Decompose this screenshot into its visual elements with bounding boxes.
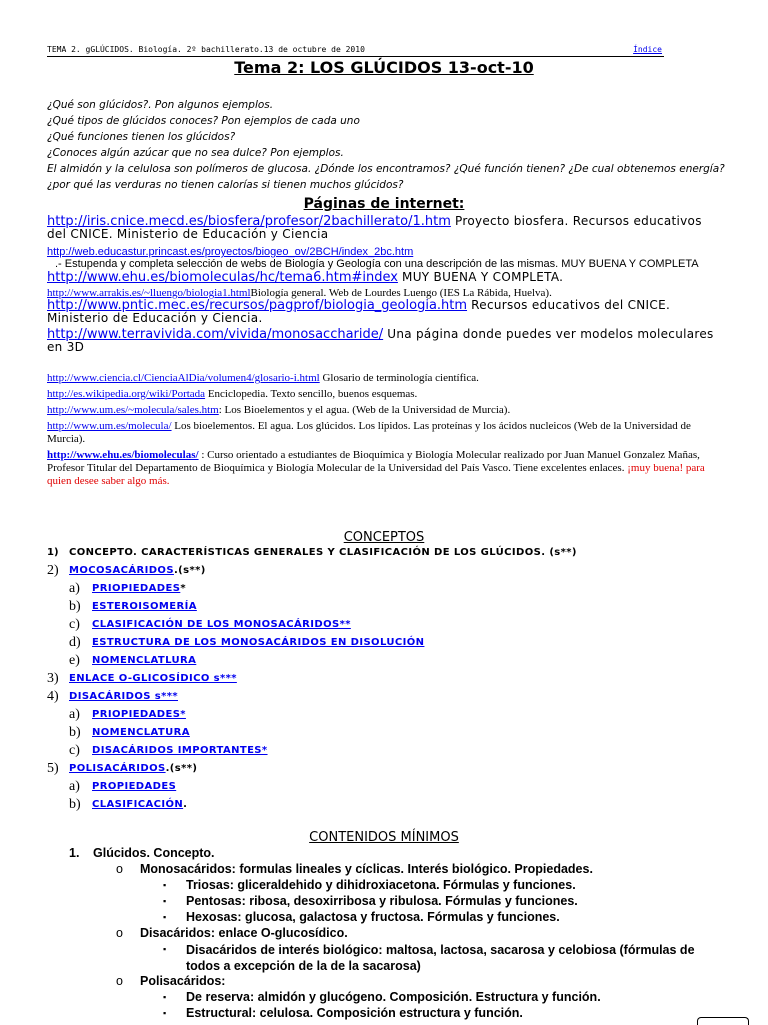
link-entry bbox=[47, 372, 722, 384]
minimos-item bbox=[0, 846, 768, 862]
concept-item bbox=[47, 689, 727, 707]
item-number: 2) bbox=[47, 563, 59, 578]
list-marker: ▪ bbox=[163, 944, 167, 954]
concept-link[interactable]: NOMENCLATURA bbox=[92, 727, 190, 738]
link-url[interactable]: http://iris.cnice.mecd.es/biosfera/profesor/2bachillerato/1.htm bbox=[47, 214, 451, 229]
sub-mark: e) bbox=[69, 653, 80, 668]
concept-link[interactable]: DISACÁRIDOS s*** bbox=[69, 691, 178, 702]
item-suffix: . bbox=[183, 799, 188, 810]
list-marker: ▪ bbox=[163, 1008, 167, 1018]
link-desc: Los bioelementos. El agua. Los glúcidos. Los lípidos. Las proteínas y los ácidos nucleicos (Web de la Universidad de Murcia). bbox=[47, 420, 691, 445]
concept-subitem bbox=[47, 779, 727, 797]
link-desc: MUY BUENA Y COMPLETA. bbox=[397, 270, 564, 284]
link-url[interactable]: http://www.terravivida.com/vivida/monosaccharide/ bbox=[47, 327, 384, 342]
link-entry bbox=[47, 215, 722, 241]
link-desc: Glosario de terminología científica. bbox=[319, 372, 479, 384]
minimos-item bbox=[0, 1006, 768, 1022]
link-url[interactable]: http://www.ciencia.cl/CienciaAlDia/volumen4/glosario-i.html bbox=[47, 372, 320, 384]
list-text: Disacáridos: enlace O-glucosídico. bbox=[140, 926, 348, 940]
question: El almidón y la celulosa son polímeros de glucosa. ¿Dónde los encontramos? ¿Qué función tienen? ¿De cual obtenemos energía?¿por qué las verduras no tienen calorías si tienen muchos glúcidos? bbox=[47, 163, 725, 191]
link-entry bbox=[47, 404, 722, 416]
minimos-list bbox=[0, 846, 768, 1022]
concept-item bbox=[47, 761, 727, 779]
item-number: 5) bbox=[47, 761, 59, 776]
list-marker: 1. bbox=[69, 846, 80, 860]
concept-link[interactable]: ENLACE O-GLICOSÍDICO s*** bbox=[69, 673, 237, 684]
concept-link[interactable]: DISACÁRIDOS IMPORTANTES* bbox=[92, 745, 268, 756]
minimos-item bbox=[0, 926, 768, 942]
minimos-item bbox=[0, 974, 768, 990]
link-entry bbox=[47, 388, 722, 400]
internet-heading: Páginas de internet: bbox=[303, 196, 465, 212]
list-text: Triosas: gliceraldehido y dihidroxiacetona. Fórmulas y funciones. bbox=[186, 878, 576, 892]
item-number: 3) bbox=[47, 671, 59, 686]
list-text: Estructural: celulosa. Composición estructura y función. bbox=[186, 1006, 523, 1020]
link-url[interactable]: http://www.um.es/molecula/ bbox=[47, 420, 172, 432]
sub-mark: d) bbox=[69, 635, 81, 650]
link-entry bbox=[47, 449, 722, 488]
concept-link[interactable]: CLASIFICACIÓN bbox=[92, 799, 184, 810]
concept-link[interactable]: ESTRUCTURA DE LOS MONOSACÁRIDOS EN DISOLUCIÓN bbox=[92, 637, 425, 648]
list-text: De reserva: almidón y glucógeno. Composición. Estructura y función. bbox=[186, 990, 601, 1004]
list-marker: o bbox=[116, 974, 123, 988]
sub-mark: c) bbox=[69, 617, 80, 632]
question: ¿Qué tipos de glúcidos conoces? Pon ejemplos de cada uno bbox=[47, 115, 360, 127]
list-marker: o bbox=[116, 862, 123, 876]
concept-link[interactable]: ESTEROISOMERÍA bbox=[92, 601, 197, 612]
minimos-item bbox=[0, 910, 768, 926]
link-desc: Enciclopedia. Texto sencillo, buenos esquemas. bbox=[205, 388, 418, 400]
list-marker: ▪ bbox=[163, 896, 167, 906]
concept-link[interactable]: MOCOSACÁRIDOS bbox=[69, 565, 174, 576]
concept-subitem bbox=[47, 797, 727, 815]
link-desc: Biología general. Web de Lourdes Luengo (IES La Rábida, Huelva). bbox=[250, 287, 552, 299]
sub-mark: b) bbox=[69, 797, 81, 812]
link-desc: Proyecto biosfera. Recursos educativos del CNICE. Ministerio de Educación y Ciencia bbox=[47, 214, 702, 241]
list-marker: ▪ bbox=[163, 912, 167, 922]
item-suffix: * bbox=[180, 583, 186, 594]
list-text: Glúcidos. Concepto. bbox=[93, 846, 215, 860]
sub-mark: a) bbox=[69, 779, 80, 794]
concept-subitem bbox=[47, 725, 727, 743]
index-link[interactable]: Índice bbox=[633, 45, 662, 54]
concept-item bbox=[47, 545, 727, 563]
link-desc: : Curso orientado a estudiantes de Bioquímica y Biología Molecular realizado por Juan Manuel Gonzalez Mañas, Profesor Titular del Departamento de Bioquímica y Biología Molecular de la Universidad del País Vasco. Tiene excelentes enlaces. bbox=[47, 449, 700, 474]
concept-subitem bbox=[47, 743, 727, 761]
link-desc: Una página donde puedes ver modelos moleculares en 3D bbox=[47, 327, 714, 354]
link-url[interactable]: http://www.um.es/~molecula/sales.htm bbox=[47, 404, 219, 416]
minimos-item bbox=[0, 894, 768, 910]
list-marker: ▪ bbox=[163, 992, 167, 1002]
link-url[interactable]: http://www.ehu.es/biomoleculas/hc/tema6.htm#index bbox=[47, 270, 398, 285]
item-text: CONCEPTO. CARACTERÍSTICAS GENERALES Y CLASIFICACIÓN DE LOS GLÚCIDOS. (s**) bbox=[69, 547, 577, 558]
minimos-item bbox=[0, 942, 768, 974]
page-title: Tema 2: LOS GLÚCIDOS 13-oct-10 bbox=[234, 58, 534, 77]
list-text: Disacáridos de interés biológico: maltosa, lactosa, sacarosa y celobiosa (fórmulas de todos a excepción de la de la sacarosa) bbox=[186, 943, 695, 973]
sub-mark: a) bbox=[69, 581, 80, 596]
concept-link[interactable]: CLASIFICACIÓN DE LOS MONOSACÁRIDOS** bbox=[92, 619, 351, 630]
link-highlight: ¡muy buena! para quien desee saber algo más. bbox=[47, 462, 705, 487]
minimos-item bbox=[0, 878, 768, 894]
concept-link[interactable]: POLISACÁRIDOS bbox=[69, 763, 166, 774]
item-suffix: .(s**) bbox=[173, 565, 206, 576]
concept-link[interactable]: NOMENCLATLURA bbox=[92, 655, 197, 666]
header-rule bbox=[47, 56, 664, 57]
minimos-item bbox=[0, 862, 768, 878]
concept-subitem bbox=[47, 653, 727, 671]
link-entry bbox=[47, 299, 722, 325]
conceptos-list bbox=[47, 545, 727, 815]
list-text: Pentosas: ribosa, desoxirribosa y ribulosa. Fórmulas y funciones. bbox=[186, 894, 578, 908]
concept-subitem bbox=[47, 581, 727, 599]
concept-link[interactable]: PROPIEDADES bbox=[92, 781, 177, 792]
concept-subitem bbox=[47, 599, 727, 617]
link-url[interactable]: http://www.arrakis.es/~lluengo/biologia1.html bbox=[47, 287, 251, 299]
link-entry bbox=[47, 328, 722, 354]
sub-mark: a) bbox=[69, 707, 80, 722]
concept-link[interactable]: PRIOPIEDADES bbox=[92, 583, 181, 594]
header-text: TEMA 2. gGLÚCIDOS. Biología. 2º bachillerato.13 de octubre de 2010 bbox=[47, 45, 365, 54]
concept-subitem bbox=[47, 707, 727, 725]
list-text: Monosacáridos: formulas lineales y cíclicas. Interés biológico. Propiedades. bbox=[140, 862, 593, 876]
question: ¿Qué son glúcidos?. Pon algunos ejemplos. bbox=[47, 99, 274, 111]
list-marker: ▪ bbox=[163, 880, 167, 890]
link-url[interactable]: http://es.wikipedia.org/wiki/Portada bbox=[47, 388, 206, 400]
conceptos-heading: CONCEPTOS bbox=[343, 530, 425, 545]
concept-subitem bbox=[47, 635, 727, 653]
concept-link[interactable]: PRIOPIEDADES* bbox=[92, 709, 186, 720]
sub-mark: b) bbox=[69, 599, 81, 614]
sub-mark: c) bbox=[69, 743, 80, 758]
link-url[interactable]: http://web.educastur.princast.es/proyectos/biogeo_ov/2BCH/index_2bc.htm bbox=[47, 246, 414, 258]
item-number: 4) bbox=[47, 689, 59, 704]
list-text: Polisacáridos: bbox=[140, 974, 226, 988]
link-desc: .- Estupenda y completa selección de webs de Biología y Geología con una descripción de las mismas. MUY BUENA Y COMPLETA bbox=[55, 258, 699, 270]
link-entry bbox=[47, 246, 722, 270]
minimos-heading: CONTENIDOS MÍNIMOS bbox=[309, 830, 459, 845]
list-text: Hexosas: glucosa, galactosa y fructosa. Fórmulas y funciones. bbox=[186, 910, 560, 924]
list-marker: o bbox=[116, 926, 123, 940]
concept-item bbox=[47, 671, 727, 689]
link-url[interactable]: http://www.pntic.mec.es/recursos/pagprof/biologia_geologia.htm bbox=[47, 298, 468, 313]
internet-links bbox=[47, 212, 722, 488]
link-url[interactable]: http://www.ehu.es/biomoleculas/ bbox=[47, 449, 199, 461]
question: ¿Qué funciones tienen los glúcidos? bbox=[47, 131, 236, 143]
running-header bbox=[47, 45, 662, 54]
concept-item bbox=[47, 563, 727, 581]
link-entry bbox=[47, 420, 722, 446]
item-suffix: .(s**) bbox=[165, 763, 198, 774]
question: ¿Conoces algún azúcar que no sea dulce? Pon ejemplos. bbox=[47, 147, 344, 159]
link-desc: Recursos educativos del CNICE. Ministerio de Educación y Ciencia. bbox=[47, 298, 671, 325]
link-desc: : Los Bioelementos y el agua. (Web de la Universidad de Murcia). bbox=[218, 404, 511, 416]
item-number: 1) bbox=[47, 547, 59, 558]
link-entry bbox=[47, 271, 722, 284]
sub-mark: b) bbox=[69, 725, 81, 740]
questions-list bbox=[47, 97, 727, 193]
minimos-item bbox=[0, 990, 768, 1006]
concept-subitem bbox=[47, 617, 727, 635]
